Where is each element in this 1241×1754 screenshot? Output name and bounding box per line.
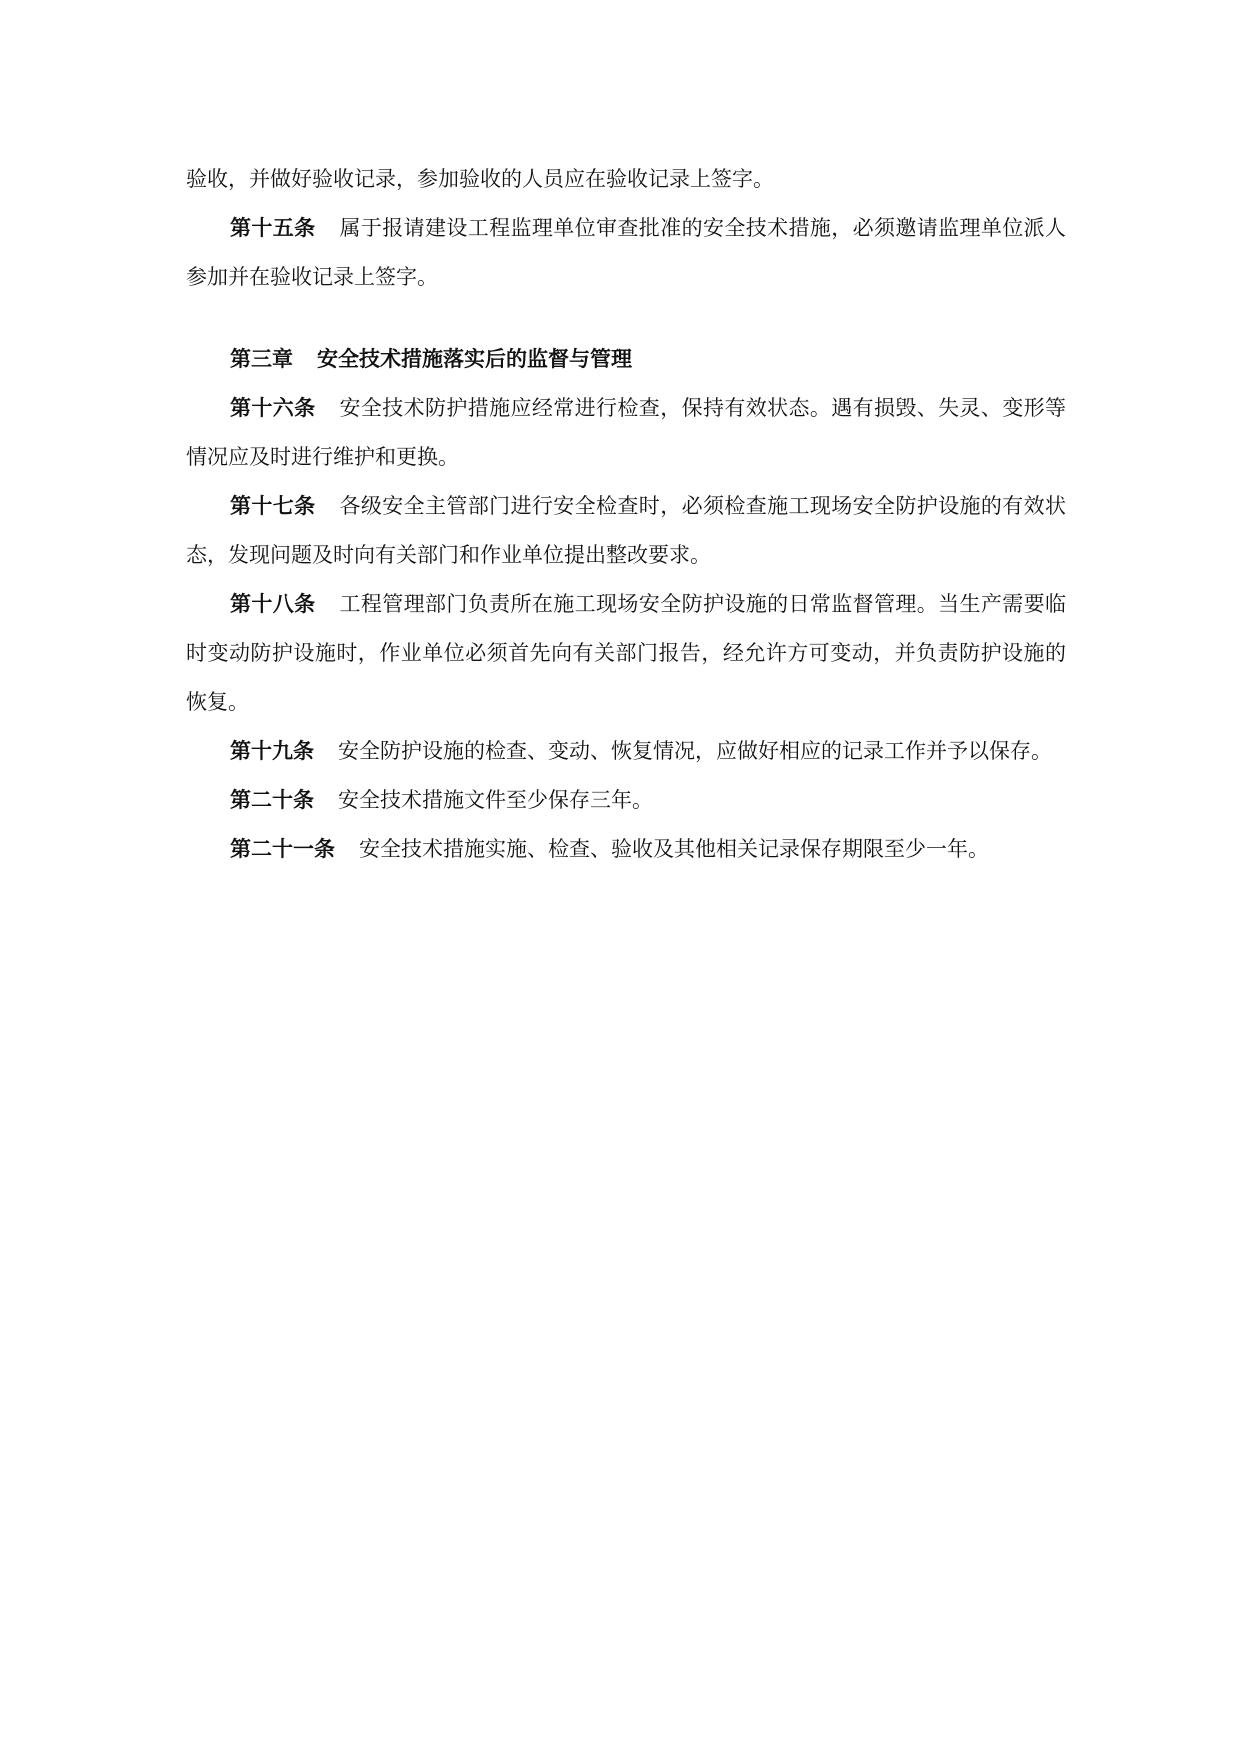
chapter-3-heading [186, 335, 1066, 384]
article-17 [186, 482, 1066, 580]
article-16-text: 安全技术防护措施应经常进行检查，保持有效状态。遇有损毁、失灵、变形等情况应及时进行维护和更换。 [186, 396, 1066, 469]
article-20-text: 安全技术措施文件至少保存三年。 [338, 788, 653, 812]
article-21-text: 安全技术措施实施、检查、验收及其他相关记录保存期限至少一年。 [359, 837, 989, 861]
article-17-label: 第十七条 [230, 494, 316, 518]
article-19-text: 安全防护设施的检查、变动、恢复情况，应做好相应的记录工作并予以保存。 [338, 739, 1052, 763]
article-18-text: 工程管理部门负责所在施工现场安全防护设施的日常监督管理。当生产需要临时变动防护设施时，作业单位必须首先向有关部门报告，经允许方可变动，并负责防护设施的恢复。 [186, 592, 1066, 714]
article-18 [186, 580, 1066, 727]
article-15 [186, 204, 1066, 302]
article-19 [186, 727, 1066, 776]
article-16-label: 第十六条 [230, 396, 316, 420]
article-20 [186, 776, 1066, 825]
chapter-3-number: 第三章 [230, 347, 293, 371]
article-21 [186, 825, 1066, 874]
article-16 [186, 384, 1066, 482]
article-17-text: 各级安全主管部门进行安全检查时，必须检查施工现场安全防护设施的有效状态，发现问题及时向有关部门和作业单位提出整改要求。 [186, 494, 1066, 567]
article-19-label: 第十九条 [230, 739, 314, 763]
article-21-label: 第二十一条 [230, 837, 335, 861]
document-body [186, 155, 1066, 874]
continuation-paragraph: 验收，并做好验收记录，参加验收的人员应在验收记录上签字。 [186, 167, 774, 191]
article-15-label: 第十五条 [230, 216, 316, 240]
chapter-3-title: 安全技术措施落实后的监督与管理 [317, 347, 632, 371]
article-18-label: 第十八条 [230, 592, 316, 616]
article-15-text: 属于报请建设工程监理单位审查批准的安全技术措施，必须邀请监理单位派人参加并在验收记录上签字。 [186, 216, 1066, 289]
article-20-label: 第二十条 [230, 788, 314, 812]
